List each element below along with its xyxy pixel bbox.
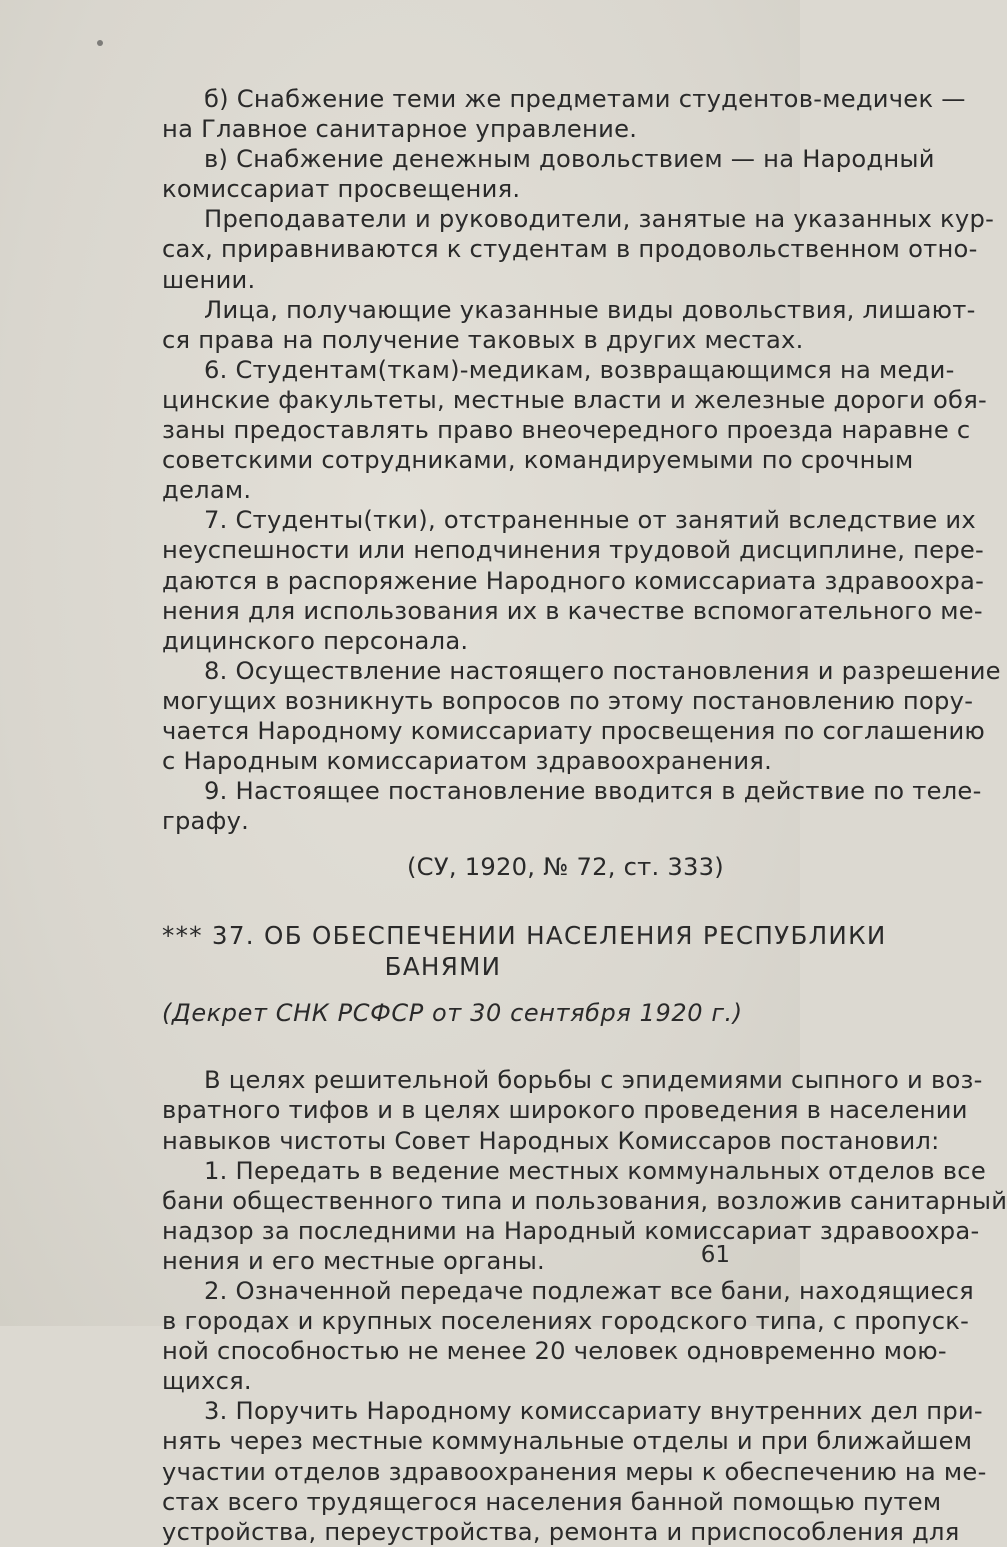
text-line: нять через местные коммунальные отделы и при ближайшем — [162, 1427, 973, 1456]
text-line: 2. Означенной передаче подлежат все бани, находящиеся — [204, 1277, 974, 1305]
text-line: навыков чистоты Совет Народных Комиссаров постановил: — [162, 1126, 940, 1155]
text-line: заны предоставлять право внеочередного проезда наравне с — [162, 416, 971, 445]
text-line: даются в распоряжение Народного комиссариата здравоохра- — [162, 566, 985, 595]
text-line: в) Снабжение денежным довольствием — на Народный — [204, 145, 935, 174]
text-line: 8. Осуществление настоящего постановления и разрешение — [204, 656, 1001, 685]
decree-subtitle: (Декрет СНК РСФСР от 30 сентября 1920 г.) — [162, 999, 743, 1028]
decree-heading-line-2: БАНЯМИ — [384, 952, 502, 982]
text-line: ной способностью не менее 20 человек одновременно мою- — [162, 1337, 947, 1366]
text-line: с Народным комиссариатом здравоохранения. — [162, 747, 773, 776]
text-line: цинские факультеты, местные власти и железные дороги обя- — [162, 385, 987, 414]
text-line: стах всего трудящегося населения банной помощью путем — [162, 1487, 942, 1516]
text-line: В целях решительной борьбы с эпидемиями сыпного и воз- — [204, 1066, 983, 1095]
text-column — [162, 84, 1007, 1547]
text-line: бани общественного типа и пользования, возложив санитарный — [162, 1186, 1007, 1215]
text-line: неуспешности или неподчинения трудовой дисциплине, пере- — [162, 536, 985, 565]
page-number: 61 — [700, 1242, 730, 1268]
text-line: комиссариат просвещения. — [162, 175, 521, 204]
print-speck — [97, 40, 103, 46]
text-line: советскими сотрудниками, командируемыми по срочным — [162, 446, 914, 475]
text-line: участии отделов здравоохранения меры к обеспечению на ме- — [162, 1457, 987, 1486]
text-line: дицинского персонала. — [162, 626, 469, 655]
text-line: Лица, получающие указанные виды довольствия, лишают- — [204, 295, 976, 324]
text-line: могущих возникнуть вопросов по этому постановлению пору- — [162, 686, 974, 715]
text-line: б) Снабжение теми же предметами студентов-медичек — — [204, 85, 966, 113]
text-line: надзор за последними на Народный комиссариат здравоохра- — [162, 1216, 980, 1245]
text-line: 6. Студентам(ткам)-медикам, возвращающимся на меди- — [204, 355, 955, 384]
text-line: графу. — [162, 807, 250, 836]
text-line: вратного тифов и в целях широкого проведения в населении — [162, 1096, 968, 1125]
text-line: нения и его местные органы. — [162, 1246, 545, 1275]
text-line: 3. Поручить Народному комиссариату внутренних дел при- — [204, 1397, 983, 1426]
text-line: чается Народному комиссариату просвещения по соглашению — [162, 716, 986, 745]
text-line: нения для использования их в качестве вспомогательного ме- — [162, 596, 983, 625]
decree-body-text — [162, 1065, 1007, 1547]
text-line: устройства, переустройства, ремонта и приспособления для — [162, 1517, 960, 1546]
text-line: шении. — [162, 265, 256, 294]
text-line: сах, приравниваются к студентам в продовольственном отно- — [162, 235, 978, 264]
text-line: ся права на получение таковых в других местах. — [162, 325, 804, 354]
previous-decree-text — [162, 84, 1001, 836]
text-line: Преподаватели и руководители, занятые на указанных кур- — [204, 205, 995, 234]
text-line: делам. — [162, 476, 252, 505]
text-line: 9. Настоящее постановление вводится в действие по теле- — [204, 777, 982, 806]
text-line: 7. Студенты(тки), отстраненные от занятий вследствие их — [204, 506, 976, 535]
source-reference: (СУ, 1920, № 72, ст. 333) — [407, 853, 724, 882]
decree-heading-line-1: *** 37. ОБ ОБЕСПЕЧЕНИИ НАСЕЛЕНИЯ РЕСПУБЛИКИ — [162, 921, 887, 951]
text-line: на Главное санитарное управление. — [162, 115, 638, 144]
text-line: 1. Передать в ведение местных коммунальных отделов все — [204, 1156, 986, 1185]
text-line: щихся. — [162, 1367, 252, 1396]
text-line: в городах и крупных поселениях городского типа, с пропуск- — [162, 1307, 970, 1336]
